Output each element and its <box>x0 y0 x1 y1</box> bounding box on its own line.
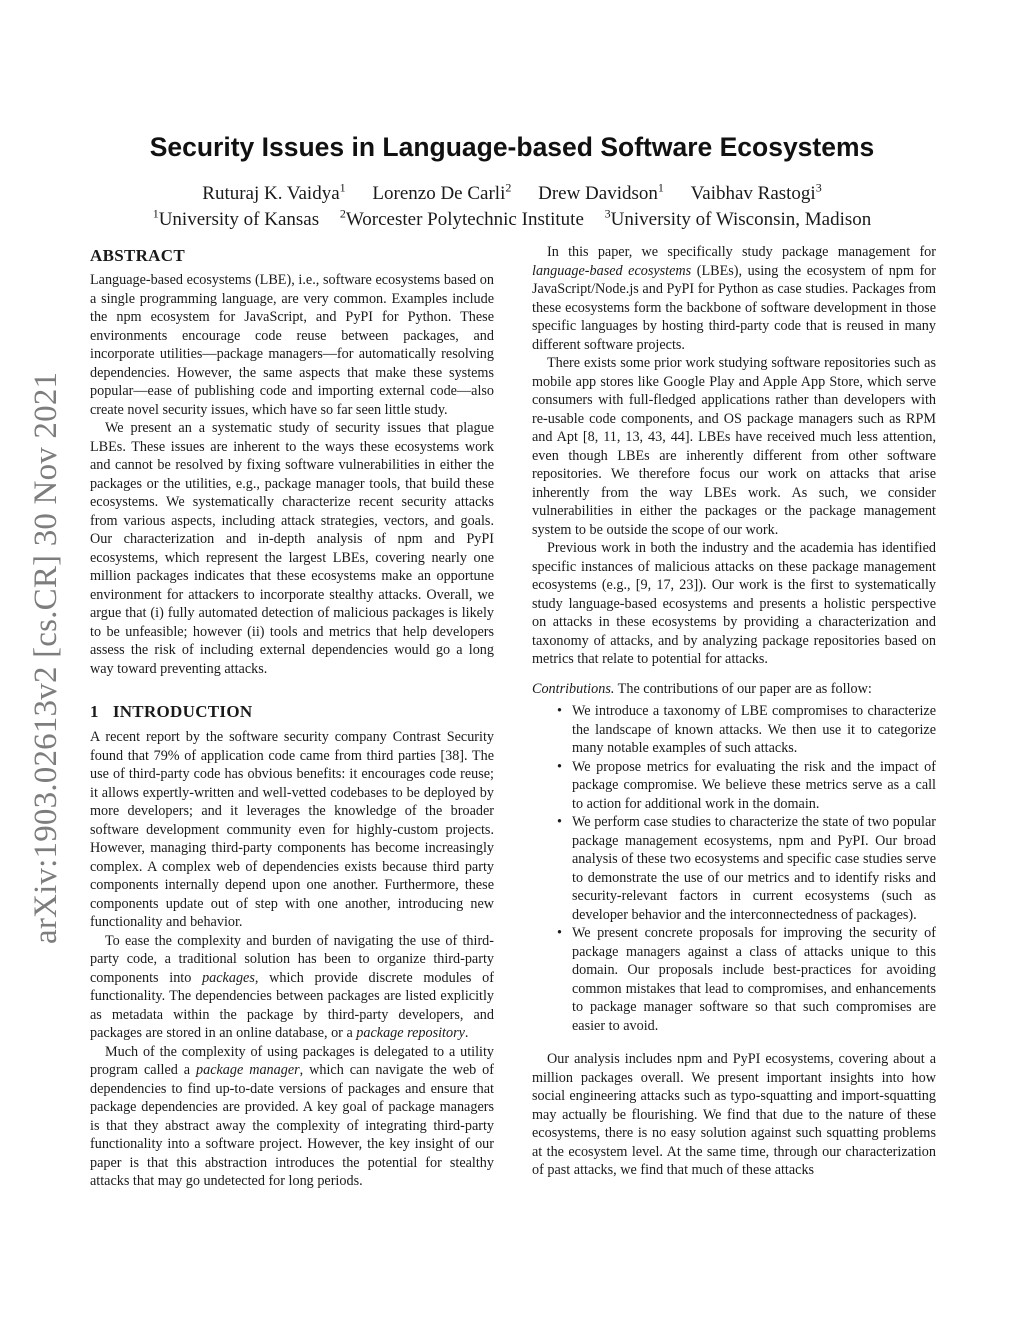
bullet-icon: • <box>557 703 562 719</box>
body-paragraph: Previous work in both the industry and the academia has identified specific instances of malicious attacks on these package management ecosystems (e.g., [9, 17, 23]). Our work is the first to systematically study language-based ecosystems and presents a holistic perspective on attacks in these ecosystems by providing a characterization and taxonomy of attacks, and by analyzing package repositories based on metrics that relate to potential for attacks. <box>532 540 936 667</box>
affiliation: $^3$University of Wisconsin, Madison <box>604 206 872 230</box>
author-list <box>90 180 934 205</box>
bullet-icon: • <box>557 758 562 775</box>
intro-paragraph: Much of the complexity of using packages is delegated to a utility program called a package manager, which can navigate the web of dependencies to find up-to-date versions of packages and ensure that package dependencies are provided. A key goal of package managers is that they abstract away the complexity of integrating third-party functionality into a software project. However, the key insight of our paper is that this abstraction introduces the potential for stealthy attacks that may go undetected for long periods. <box>90 1043 494 1189</box>
right-column <box>532 243 936 1180</box>
abstract-paragraph: Language-based ecosystems (LBE), i.e., software ecosystems based on a single programming language, are very common. Examples include the npm ecosystem for JavaScript, and PyPI for Python. These environments encourage code reuse between packages, and incorporate utilities—package managers—for automatically resolving dependencies. However, the same aspects that make these systems popular—ease of publishing code and importing external code—also create novel security issues, which have so far seen little study. <box>90 272 494 418</box>
list-item: • We propose metrics for evaluating the risk and the impact of package compromise. We believe these metrics serve as a call to action for additional work in the domain. <box>557 758 936 812</box>
contributions-intro: Contributions. The contributions of our paper are as follow: <box>532 680 872 697</box>
section-heading-introduction: 1 INTRODUCTION <box>90 702 253 721</box>
left-column <box>90 243 494 1191</box>
abstract-paragraph: We present an a systematic study of security issues that plague LBEs. These issues are inherent to the ways these ecosystems work and cannot be resolved by fixing software vulnerabilities in either the packages or the utilities, e.g., package manager tools, that build these ecosystems. We systematically characterize recent security attacks from various aspects, including attack strategies, vectors, and goals. Our characterization and in-depth analysis of npm and PyPI ecosystems, which represent the largest LBEs, covering nearly one million packages indicates that these ecosystems make an opportune environment for attackers to incorporate stealthy attacks. Overall, we argue that (i) fully automated detection of malicious packages is likely to be unfeasible; however (ii) tools and metrics that help developers assess the risk of including external dependencies would go a long way toward preventing attacks. <box>90 420 494 677</box>
affiliation-list <box>90 206 934 231</box>
bullet-icon: • <box>557 814 562 830</box>
author: Vaibhav Rastogi$^3$ <box>690 180 822 204</box>
intro-paragraph: A recent report by the software security company Contrast Security found that 79% of application code came from third parties [38]. The use of third-party code has obvious benefits: it encourages code reuse; it allows expertly-written and well-vetted codebases to be deployed by more developers; and it leverages the knowledge of the broader software development community even for highly-custom projects. However, managing third-party components has become increasingly complex. A complex web of dependencies exists because third party components internally depend upon one another. Furthermore, these components update out of step with one another, introducing new functionality and behavior. <box>90 729 494 930</box>
author: Drew Davidson$^1$ <box>538 180 664 204</box>
author: Lorenzo De Carli$^2$ <box>372 180 512 204</box>
body-paragraph: In this paper, we specifically study package management for language-based ecosystems (LBEs), using the ecosystem of npm for JavaScript/Node.js and PyPI for Python as case studies. Packages from these ecosystems form the backbone of software development in those specific languages by hosting third-party code that is reused in many different software projects. <box>532 244 936 353</box>
bullet-icon: • <box>557 925 562 941</box>
list-item: • We introduce a taxonomy of LBE compromises to characterize the landscape of known attacks. We then use it to categorize many notable examples of such attacks. <box>557 703 936 756</box>
body-paragraph: There exists some prior work studying software repositories such as mobile app stores like Google Play and Apple App Store, which serve consumers with full-fledged applications rather than developers with re-usable code components, and OS package managers such as RPM and Apt [8, 11, 13, 43, 44]. LBEs have received much less attention, even though LBEs are inherently different from other software repositories. We therefore focus our work on attacks that arise inherently from the way LBEs work. As such, we consider vulnerabilities in either the packages or the package management system to be outside the scope of our work. <box>532 355 936 538</box>
paper-title: Security Issues in Language-based Software Ecosystems <box>149 132 875 162</box>
contributions-list <box>532 702 936 1035</box>
affiliation: $^2$Worcester Polytechnic Institute <box>339 206 584 230</box>
affiliation: $^1$University of Kansas <box>152 206 320 230</box>
abstract-heading: ABSTRACT <box>90 246 185 265</box>
intro-paragraph: To ease the complexity and burden of navigating the use of third-party code, a traditional solution has been to organize third-party components into packages, which provide discrete modules of functionality. The dependencies between packages are listed explicitly as metadata within the package by third-party developers, and packages are stored in an online database, or a package repository. <box>90 932 494 1041</box>
body-paragraph: Our analysis includes npm and PyPI ecosystems, covering about a million packages overall. We present important insights into how social engineering attacks such as typo-squatting and import-squatting may actually be flourishing. We find that due to the nature of these ecosystems, there is no easy solution against such squatting problems at the ecosystem level. At the same time, through our characterization of past attacks, we find that much of these attacks <box>532 1051 936 1178</box>
author: Ruturaj K. Vaidya$^1$ <box>202 180 346 204</box>
arxiv-stamp: arXiv:1903.02613v2 [cs.CR] 30 Nov 2021 <box>28 371 64 944</box>
list-item: • We present concrete proposals for improving the security of package managers against a class of attacks unique to this domain. Our proposals include best-practices for avoiding common mistakes that lead to compromises, and enhancements to package manager software so that such compromises are easier to avoid. <box>557 925 936 1034</box>
list-item: • We perform case studies to characterize the state of two popular package management ecosystems, npm and PyPI. Our broad analysis of these two ecosystems and specific case studies serve to demonstrate the use of our metrics and to identify risks and security-relevant factors in current ecosystems (such as developer behavior and the interconnectedness of packages). <box>557 814 936 923</box>
